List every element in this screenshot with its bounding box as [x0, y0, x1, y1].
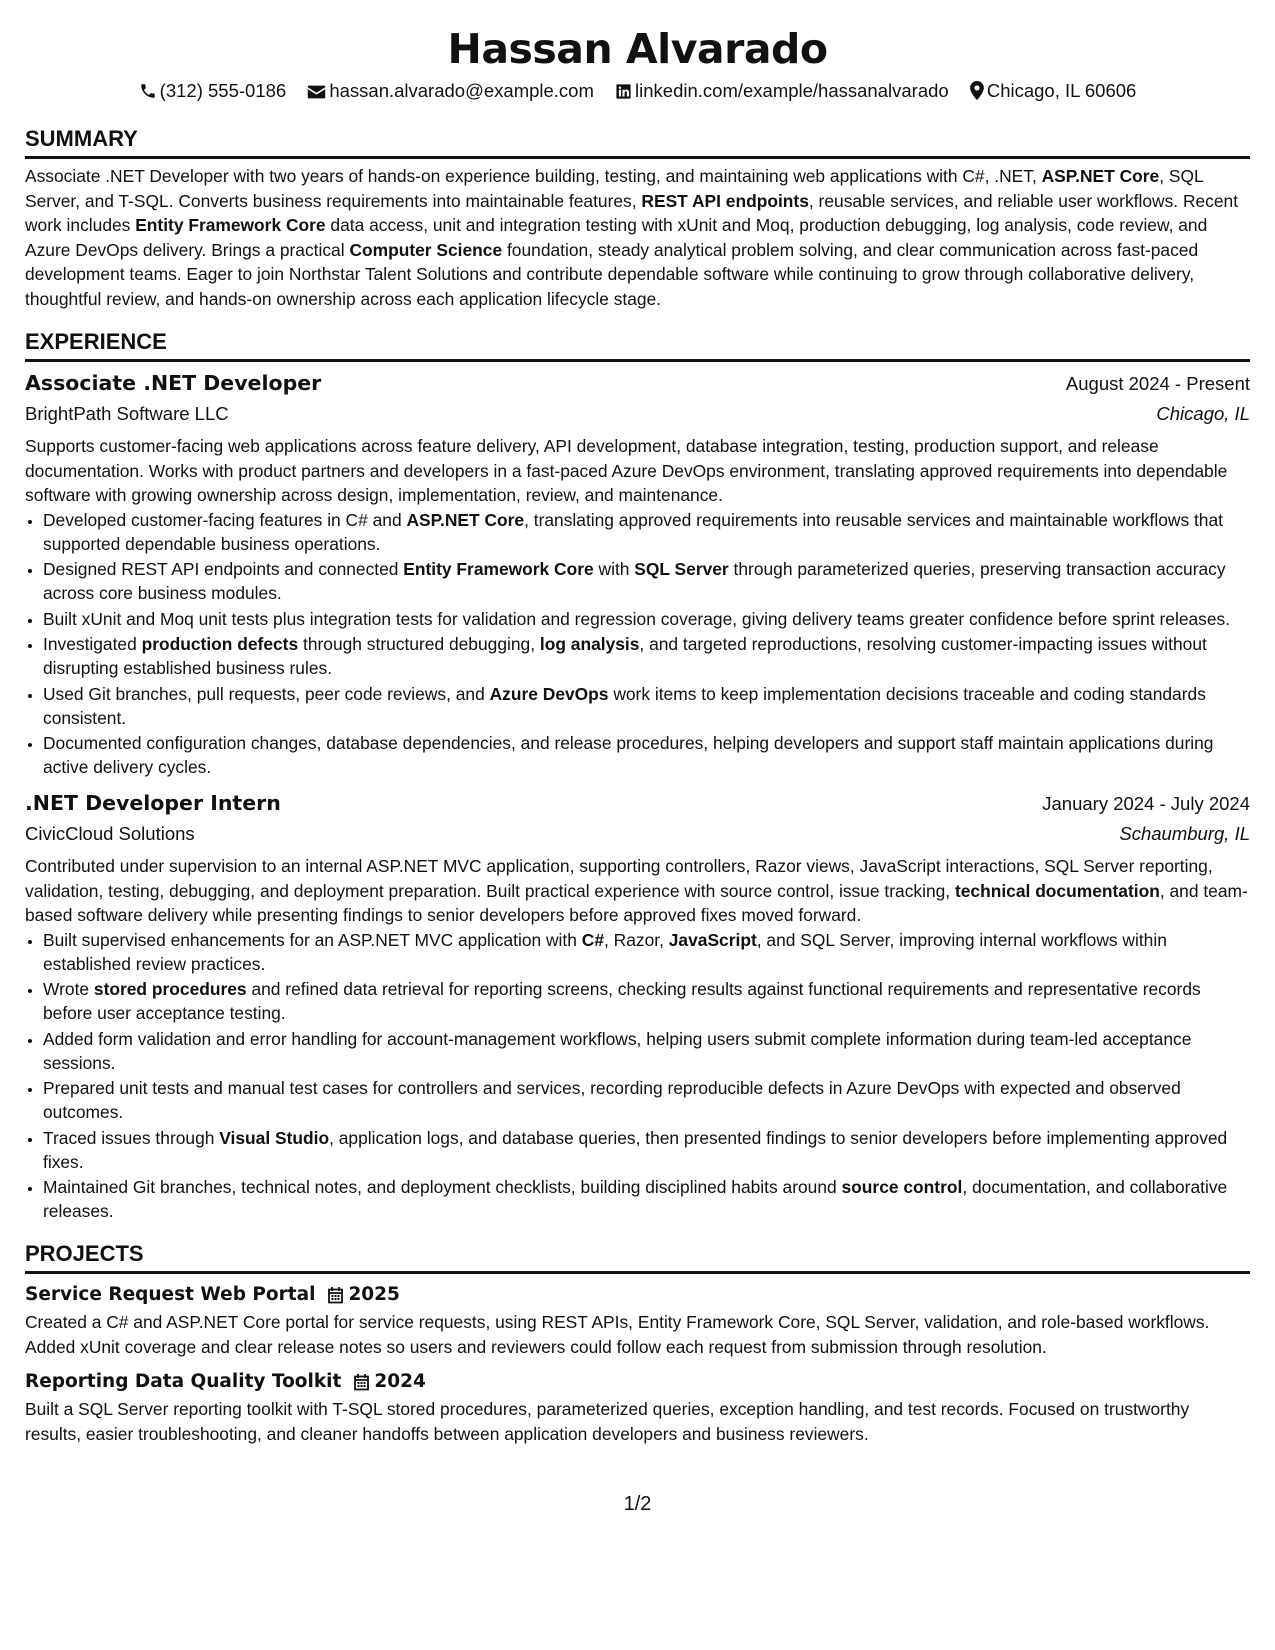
project-entry	[25, 1280, 1250, 1359]
job-title: .NET Developer Intern	[25, 791, 281, 815]
job-bullets	[25, 928, 1250, 1224]
contact-location	[970, 78, 1136, 104]
job-bullet: • Built xUnit and Moq unit tests plus integration tests for validation and regression coverage, giving delivery teams greater confidence before sprint releases.	[43, 607, 1250, 631]
job-bullet: • Wrote stored procedures and refined data retrieval for reporting screens, checking results against functional requirements and representative records before user acceptance testing.	[43, 977, 1250, 1025]
calendar-icon	[327, 1286, 344, 1304]
contact-email[interactable]	[307, 78, 594, 104]
job-bullet: • Documented configuration changes, database dependencies, and release procedures, helping developers and support staff maintain applications during active delivery cycles.	[43, 731, 1250, 779]
phone-icon	[139, 82, 157, 100]
resume-page	[25, 0, 1250, 1446]
project-entry	[25, 1367, 1250, 1446]
contact-line	[25, 78, 1250, 104]
project-title: Reporting Data Quality Toolkit	[25, 1371, 342, 1392]
job-company: BrightPath Software LLC	[25, 403, 229, 424]
summary-text: Associate .NET Developer with two years of hands-on experience building, testing, and maintaining web applications with C#, .NET, ASP.NET Core, SQL Server, and T-SQL. Converts business requirements into maintainable features, REST API endpoints, reusable services, and reliable user workflows. Recent work includes Entity Framework Core data access, unit and integration testing with xUnit and Moq, production debugging, log analysis, code review, and Azure DevOps delivery. Brings a practical Computer Science foundation, steady analytical problem solving, and clear communication across fast-paced development teams. Eager to join Northstar Talent Solutions and contribute dependable software while continuing to grow through collaborative delivery, thoughtful review, and hands-on ownership across each application lifecycle stage.	[25, 166, 1239, 309]
job-description: Contributed under supervision to an internal ASP.NET MVC application, supporting controllers, Razor views, JavaScript interactions, SQL Server reporting, validation, testing, debugging, and deployment preparation. Built practical experience with source control, issue tracking, technical documentation, and team-based software delivery while presenting findings to senior developers before approved fixes moved forward.	[25, 856, 1248, 925]
page-number: 1/2	[623, 1493, 652, 1515]
job-entry	[25, 787, 1250, 1223]
job-bullet: • Built supervised enhancements for an ASP.NET MVC application with C#, Razor, JavaScript, and SQL Server, improving internal workflows within established review practices.	[43, 928, 1250, 976]
job-bullet: • Maintained Git branches, technical notes, and deployment checklists, building disciplined habits around source control, documentation, and collaborative releases.	[43, 1175, 1250, 1223]
location-text: Chicago, IL 60606	[986, 80, 1137, 101]
job-bullet: • Traced issues through Visual Studio, application logs, and database queries, then presented findings to senior developers before implementing approved fixes.	[43, 1126, 1250, 1174]
candidate-name: Hassan Alvarado	[447, 25, 828, 73]
linkedin-icon	[615, 83, 632, 100]
section-title-summary: SUMMARY	[25, 118, 1250, 159]
job-location: Chicago, IL	[1156, 403, 1250, 424]
job-entry	[25, 367, 1250, 779]
project-description: Built a SQL Server reporting toolkit with T-SQL stored procedures, parameterized queries, exception handling, and test records. Focused on trustworthy results, easier troubleshooting, and cleaner handoffs between application developers and business reviewers.	[25, 1399, 1190, 1444]
job-company: CivicCloud Solutions	[25, 823, 195, 844]
summary-section	[25, 118, 1250, 311]
experience-section	[25, 321, 1250, 1223]
projects-section	[25, 1233, 1250, 1446]
job-bullet: • Developed customer-facing features in C# and ASP.NET Core, translating approved requirements into reusable services and maintainable workflows that supported dependable business operations.	[43, 508, 1250, 556]
job-title: Associate .NET Developer	[25, 371, 322, 395]
section-title-projects: PROJECTS	[25, 1233, 1250, 1274]
project-year: 2024	[374, 1371, 426, 1392]
map-pin-icon	[970, 81, 984, 100]
job-location: Schaumburg, IL	[1119, 823, 1250, 844]
contact-linkedin[interactable]	[615, 78, 949, 104]
envelope-icon	[307, 84, 326, 100]
project-description: Created a C# and ASP.NET Core portal for service requests, using REST APIs, Entity Framework Core, SQL Server, validation, and role-based workflows. Added xUnit coverage and clear release notes so users and reviewers could follow each request from submission through resolution.	[25, 1312, 1210, 1357]
calendar-icon	[353, 1373, 370, 1391]
linkedin-text: linkedin.com/example/hassanalvarado	[635, 80, 949, 101]
job-bullet: • Designed REST API endpoints and connected Entity Framework Core with SQL Server through parameterized queries, preserving transaction accuracy across core business modules.	[43, 557, 1250, 605]
contact-phone[interactable]	[139, 78, 287, 104]
job-dates: August 2024 - Present	[1065, 373, 1250, 394]
project-title: Service Request Web Portal	[25, 1284, 316, 1305]
project-year: 2025	[348, 1284, 400, 1305]
job-dates: January 2024 - July 2024	[1042, 793, 1250, 814]
email-text: hassan.alvarado@example.com	[329, 80, 594, 101]
job-bullet: • Used Git branches, pull requests, peer code reviews, and Azure DevOps work items to keep implementation decisions traceable and coding standards consistent.	[43, 682, 1250, 730]
phone-text: (312) 555-0186	[159, 80, 287, 101]
job-bullet: • Investigated production defects through structured debugging, log analysis, and targeted reproductions, resolving customer-impacting issues without disrupting established business rules.	[43, 632, 1250, 680]
job-bullets	[25, 508, 1250, 780]
job-description: Supports customer-facing web applications across feature delivery, API development, database integration, testing, production support, and release documentation. Works with product partners and developers in a fast-paced Azure DevOps environment, translating approved requirements into dependable software with growing ownership across design, implementation, review, and maintenance.	[25, 436, 1228, 505]
job-bullet: • Added form validation and error handling for account-management workflows, helping users submit complete information during team-led acceptance sessions.	[43, 1027, 1250, 1075]
job-bullet: • Prepared unit tests and manual test cases for controllers and services, recording reproducible defects in Azure DevOps with expected and observed outcomes.	[43, 1076, 1250, 1124]
section-title-experience: EXPERIENCE	[25, 321, 1250, 362]
